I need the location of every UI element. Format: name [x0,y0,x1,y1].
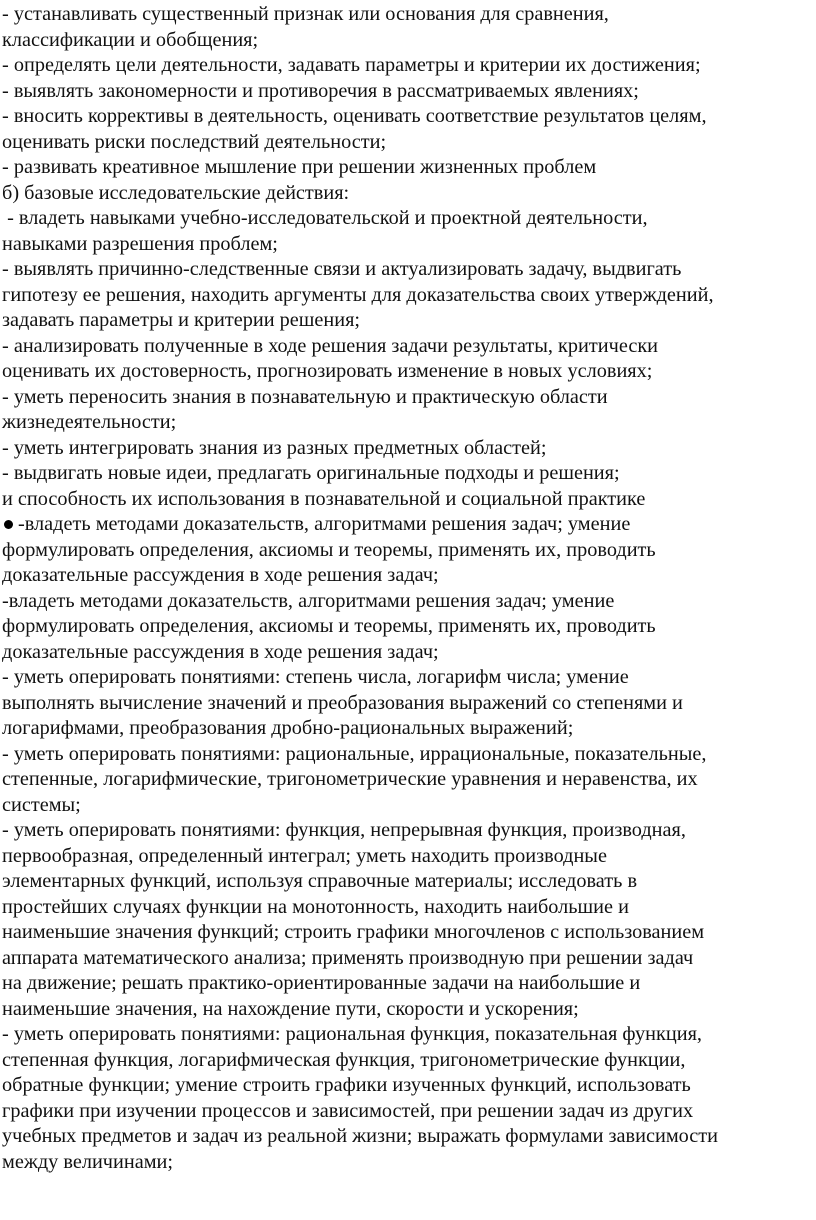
text-line: задавать параметры и критерии решения; [2,309,361,331]
text-line: гипотезу ее решения, находить аргументы для доказательства своих утверждений, [2,283,714,306]
text-line: навыками разрешения проблем; [2,232,278,255]
text-line: выполнять вычисление значений и преобразования выражений со степенями и [2,691,683,714]
text-line: между величинами; [2,1150,174,1173]
text-line: - анализировать полученные в ходе решения задачи результаты, критически [2,334,659,357]
text-line: - устанавливать существенный признак или основания для сравнения, [2,3,609,25]
text-line: и способность их использования в познавательной и социальной практике [2,487,646,510]
text-line: - уметь интегрировать знания из разных предметных областей; [2,436,547,459]
text-line: - выявлять причинно-следственные связи и актуализировать задачу, выдвигать [2,258,682,280]
text-line: системы; [2,793,81,816]
text-line: графики при изучении процессов и зависимостей, при решении задач из других [2,1099,694,1122]
text-line: -владеть методами доказательств, алгоритмами решения задач; умение [2,589,615,612]
text-line: - уметь оперировать понятиями: рациональные, иррациональные, показательные, [2,742,707,765]
bullet-item-text: -владеть методами доказательств, алгоритмами решения задач; умение [18,513,631,535]
text-line: элементарных функций, используя справочные материалы; исследовать в [2,870,638,892]
text-line: формулировать определения, аксиомы и теоремы, применять их, проводить [2,615,656,637]
text-line: - уметь оперировать понятиями: рациональная функция, показательная функция, [2,1023,702,1045]
text-line: жизнедеятельности; [2,411,177,433]
bullet-item [2,512,814,538]
text-line: - уметь оперировать понятиями: степень числа, логарифм числа; умение [2,666,629,688]
text-line: логарифмами, преобразования дробно-рациональных выражений; [2,717,574,739]
text-line: степенные, логарифмические, тригонометрические уравнения и неравенства, их [2,768,698,790]
text-line: учебных предметов и задач из реальной жизни; выражать формулами зависимости [2,1125,719,1147]
text-line: на движение; решать практико-ориентированные задачи на наибольшие и [2,972,641,994]
text-line: формулировать определения, аксиомы и теоремы, применять их, проводить [2,538,656,561]
bullet-dot-icon [4,520,13,529]
text-line: - уметь переносить знания в познавательную и практическую области [2,385,608,408]
document-body [2,2,814,1175]
text-line: доказательные рассуждения в ходе решения задач; [2,640,439,663]
text-line: обратные функции; умение строить графики изученных функций, использовать [2,1074,691,1096]
text-line: наименьшие значения функций; строить графики многочленов с использованием [2,921,705,943]
text-line: доказательные рассуждения в ходе решения задач; [2,564,439,586]
text-line: аппарата математического анализа; применять производную при решении задач [2,946,694,969]
text-line: первообразная, определенный интеграл; уметь находить производные [2,844,607,867]
text-line: - выдвигать новые идеи, предлагать оригинальные подходы и решения; [2,462,620,484]
text-line: - владеть навыками учебно-исследовательской и проектной деятельности, [2,207,648,229]
text-line: простейших случаях функции на монотонность, находить наибольшие и [2,895,629,918]
text-line: - выявлять закономерности и противоречия в рассматриваемых явлениях; [2,79,639,102]
text-line: - развивать креативное мышление при решении жизненных проблем [2,156,597,178]
text-line: оценивать их достоверность, прогнозировать изменение в новых условиях; [2,360,653,382]
text-line: классификации и обобщения; [2,28,259,51]
section-heading: б) базовые исследовательские действия: [2,181,350,204]
text-line: наименьшие значения, на нахождение пути, скорости и ускорения; [2,997,579,1020]
text-line: - уметь оперировать понятиями: функция, непрерывная функция, производная, [2,819,686,841]
text-line: - вносить коррективы в деятельность, оценивать соответствие результатов целям, [2,105,707,127]
text-line: степенная функция, логарифмическая функция, тригонометрические функции, [2,1048,686,1071]
text-line: - определять цели деятельности, задавать параметры и критерии их достижения; [2,54,701,76]
text-line: оценивать риски последствий деятельности; [2,130,387,153]
